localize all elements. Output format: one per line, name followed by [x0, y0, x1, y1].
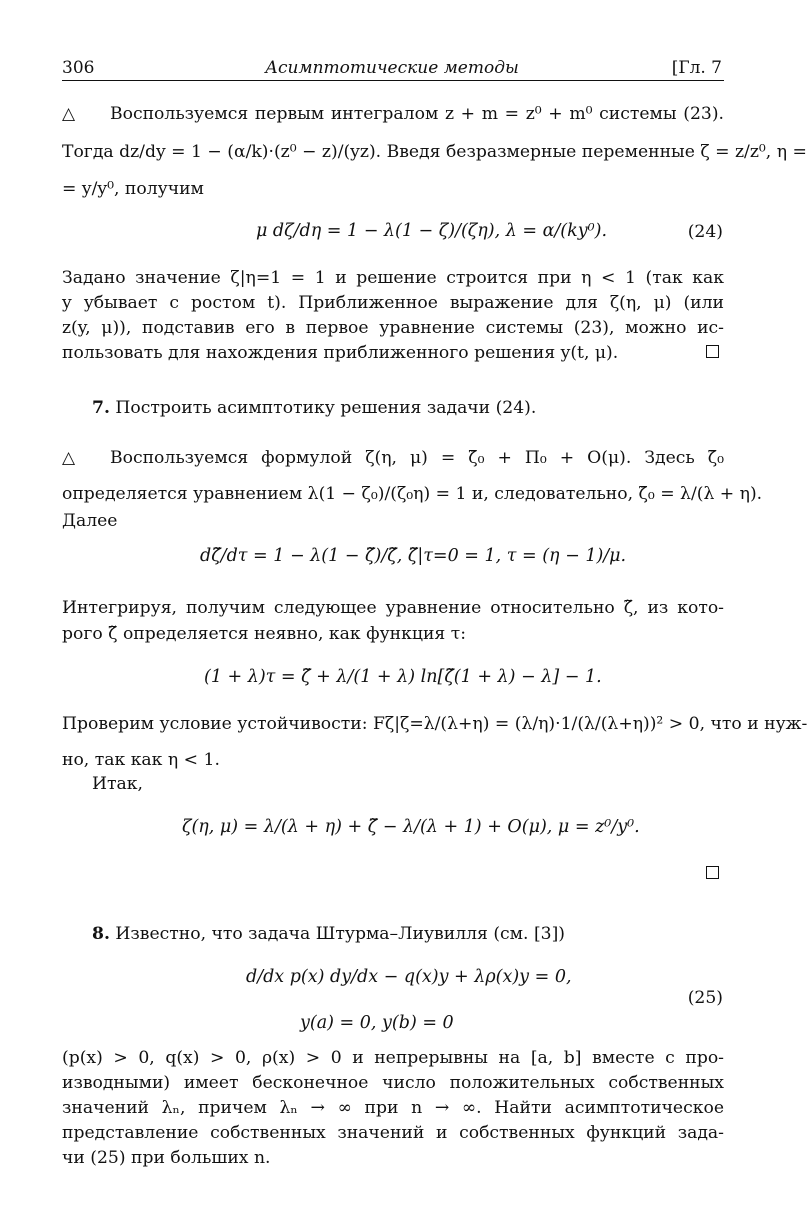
end-of-proof-box-2: [706, 866, 719, 879]
text-line-16: (p(x) > 0, q(x) > 0, ρ(x) > 0 и непрерывны на [a, b] вместе с про-: [62, 1048, 724, 1068]
equation-24: μ dζ/dη = 1 − λ(1 − ζ)/(ζη), λ = α/(ky⁰).: [256, 221, 608, 241]
equation-result: ζ(η, μ) = λ/(λ + η) + ζ̃ − λ/(λ + 1) + O(μ), μ = z⁰/y⁰.: [182, 817, 640, 837]
text-line-17: изводными) имеет бесконечное число положительных собственных: [62, 1073, 724, 1093]
header-rule: [62, 80, 724, 81]
chapter-label: [Гл. 7: [671, 58, 722, 78]
text-line-4: Задано значение ζ|η=1 = 1 и решение строится при η < 1 (так как: [62, 268, 724, 288]
text-line-19: представление собственных значений и собственных функций зада-: [62, 1123, 724, 1143]
text-line-18: значений λₙ, причем λₙ → ∞ при n → ∞. Найти асимптотическое: [62, 1098, 724, 1118]
running-title: Асимптотические методы: [265, 58, 519, 78]
text-line-2: Тогда dz/dy = 1 − (α/k)·(z⁰ − z)/(yz). Введя безразмерные переменные ζ = z/z⁰, η =: [62, 142, 807, 162]
problem-7-number: 7.: [92, 398, 110, 418]
text-line-9: определяется уравнением λ(1 − ζ₀)/(ζ₀η) = 1 и, следовательно, ζ̄₀ = λ/(λ + η).: [62, 484, 763, 504]
equation-25-line-1: d/dx p(x) dy/dx − q(x)y + λρ(x)y = 0,: [246, 967, 572, 987]
text-line-1: Воспользуемся первым интегралом z + m = z⁰ + m⁰ системы (23).: [110, 104, 724, 124]
text-line-7: пользовать для нахождения приближенного решения y(t, μ).: [62, 343, 619, 363]
problem-8-text: Известно, что задача Штурма–Лиувилля (см. [3]): [115, 924, 566, 944]
text-line-6: z(y, μ)), подставив его в первое уравнение системы (23), можно ис-: [62, 318, 724, 338]
equation-number-24: (24): [687, 222, 723, 242]
text-line-8: Воспользуемся формулой ζ(η, μ) = ζ̄₀ + Π₀ + O(μ). Здесь ζ̄₀: [110, 448, 724, 468]
text-line-12: рого ζ̃ определяется неявно, как функция τ:: [62, 624, 466, 644]
text-line-11: Интегрируя, получим следующее уравнение относительно ζ̃, из кото-: [62, 598, 724, 618]
page-number: 306: [62, 58, 95, 78]
text-line-10: Далее: [62, 511, 118, 531]
equation-25-line-2: y(a) = 0, y(b) = 0: [300, 1013, 454, 1033]
problem-7-text: Построить асимптотику решения задачи (24).: [115, 398, 537, 418]
end-of-proof-box-1: [706, 345, 719, 358]
text-line-14: но, так как η < 1.: [62, 750, 220, 770]
equation-implicit: (1 + λ)τ = ζ̃ + λ/(1 + λ) ln[ζ̃(1 + λ) − λ] − 1.: [204, 667, 602, 687]
triangle-marker-1: △: [62, 104, 76, 124]
text-line-5: y убывает с ростом t). Приближенное выражение для ζ(η, μ) (или: [62, 293, 724, 313]
equation-number-25: (25): [687, 988, 723, 1008]
triangle-marker-2: △: [62, 448, 76, 468]
text-line-13: Проверим условие устойчивости: Fζ|ζ=λ/(λ+η) = (λ/η)·1/(λ/(λ+η))² > 0, что и нуж-: [62, 714, 807, 734]
problem-7: [92, 396, 724, 420]
equation-boundary-layer: dζ̃/dτ = 1 − λ(1 − ζ̃)/ζ̃, ζ̃|τ=0 = 1, τ = (η − 1)/μ.: [200, 546, 627, 566]
problem-8-number: 8.: [92, 924, 110, 944]
text-line-3: = y/y⁰, получим: [62, 179, 204, 199]
problem-8: [92, 922, 724, 946]
text-line-15: Итак,: [92, 774, 143, 794]
text-line-20: чи (25) при больших n.: [62, 1148, 271, 1168]
